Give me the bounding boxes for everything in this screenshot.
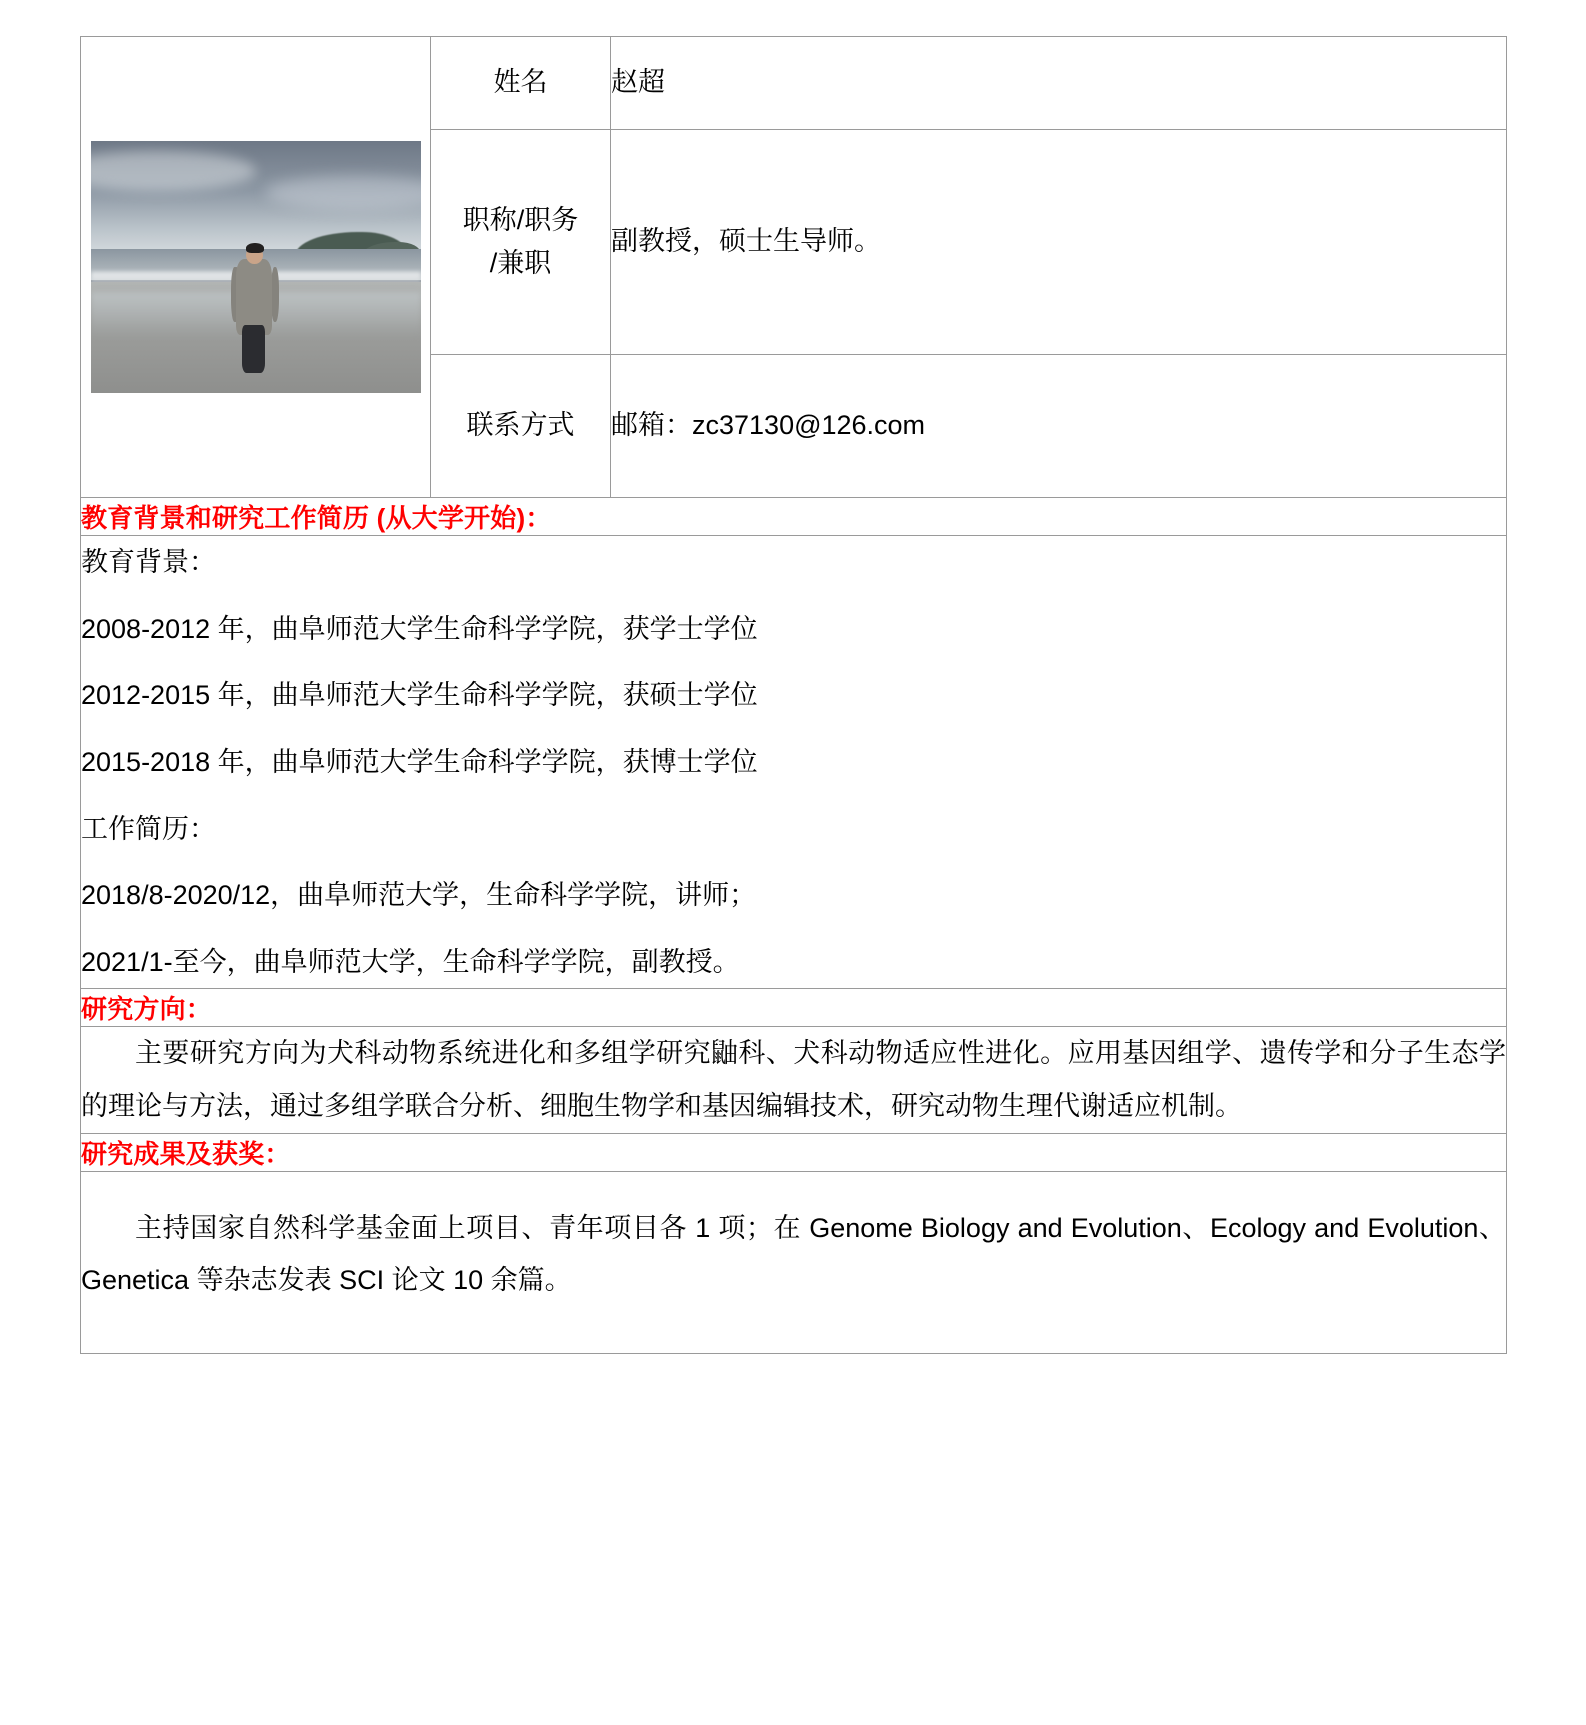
- photo-cell: [81, 37, 431, 498]
- education-line: 工作简历：: [81, 813, 216, 844]
- label-title: [431, 130, 611, 355]
- achievements-paragraph: 主持国家自然科学基金面上项目、青年项目各 1 项；在 Genome Biology and Evolution、Ecology and Evolution、Genetica 等杂志发表 SCI 论文 10 余篇。: [81, 1212, 1506, 1296]
- label-name: 姓名: [431, 37, 611, 130]
- table-row: [81, 37, 1507, 130]
- photo-person-body: [236, 259, 272, 335]
- education-line: 2008-2012 年，曲阜师范大学生命科学学院，获学士学位: [81, 613, 758, 644]
- section-heading-achievements: 研究成果及获奖：: [81, 1138, 291, 1169]
- value-contact: 邮箱：zc37130@126.com: [611, 355, 1507, 498]
- portrait-photo: [91, 141, 421, 393]
- photo-person-hair: [246, 243, 264, 253]
- label-title-line1: 职称/职务: [462, 204, 579, 235]
- section-body-achievements: [81, 1171, 1507, 1353]
- cv-table: [80, 36, 1507, 1354]
- research-paragraph: 主要研究方向为犬科动物系统进化和多组学研究鼬科、犬科动物适应性进化。应用基因组学、遗传学和分子生态学的理论与方法，通过多组学联合分析、细胞生物学和基因编辑技术，研究动物生理代谢适应机制。: [81, 1038, 1506, 1122]
- value-name: 赵超: [611, 37, 1507, 130]
- section-heading-research-row: [81, 989, 1507, 1027]
- section-body-research-row: [81, 1027, 1507, 1133]
- section-heading-education: 教育背景和研究工作简历 (从大学开始)：: [81, 503, 552, 533]
- section-heading-research-cell: [81, 989, 1507, 1027]
- section-heading-education-cell: [81, 498, 1507, 536]
- photo-person-legs: [242, 325, 265, 373]
- education-line: 2021/1-至今，曲阜师范大学，生命科学学院，副教授。: [81, 946, 740, 977]
- section-body-education-row: [81, 536, 1507, 989]
- section-body-education: [81, 536, 1507, 989]
- education-line: 2012-2015 年，曲阜师范大学生命科学学院，获硕士学位: [81, 680, 758, 711]
- education-line: 教育背景：: [81, 547, 216, 577]
- section-heading-education-row: [81, 498, 1507, 536]
- section-heading-achievements-row: [81, 1133, 1507, 1171]
- label-title-line2: /兼职: [489, 248, 552, 278]
- education-line: 2018/8-2020/12，曲阜师范大学，生命科学学院，讲师；: [81, 880, 757, 911]
- section-body-achievements-row: [81, 1171, 1507, 1353]
- section-heading-research: 研究方向：: [81, 994, 213, 1025]
- education-line: 2015-2018 年，曲阜师范大学生命科学学院，获博士学位: [81, 746, 758, 777]
- label-contact: 联系方式: [431, 355, 611, 498]
- section-body-research: [81, 1027, 1507, 1133]
- value-title: 副教授，硕士生导师。: [611, 130, 1507, 355]
- section-heading-achievements-cell: [81, 1133, 1507, 1171]
